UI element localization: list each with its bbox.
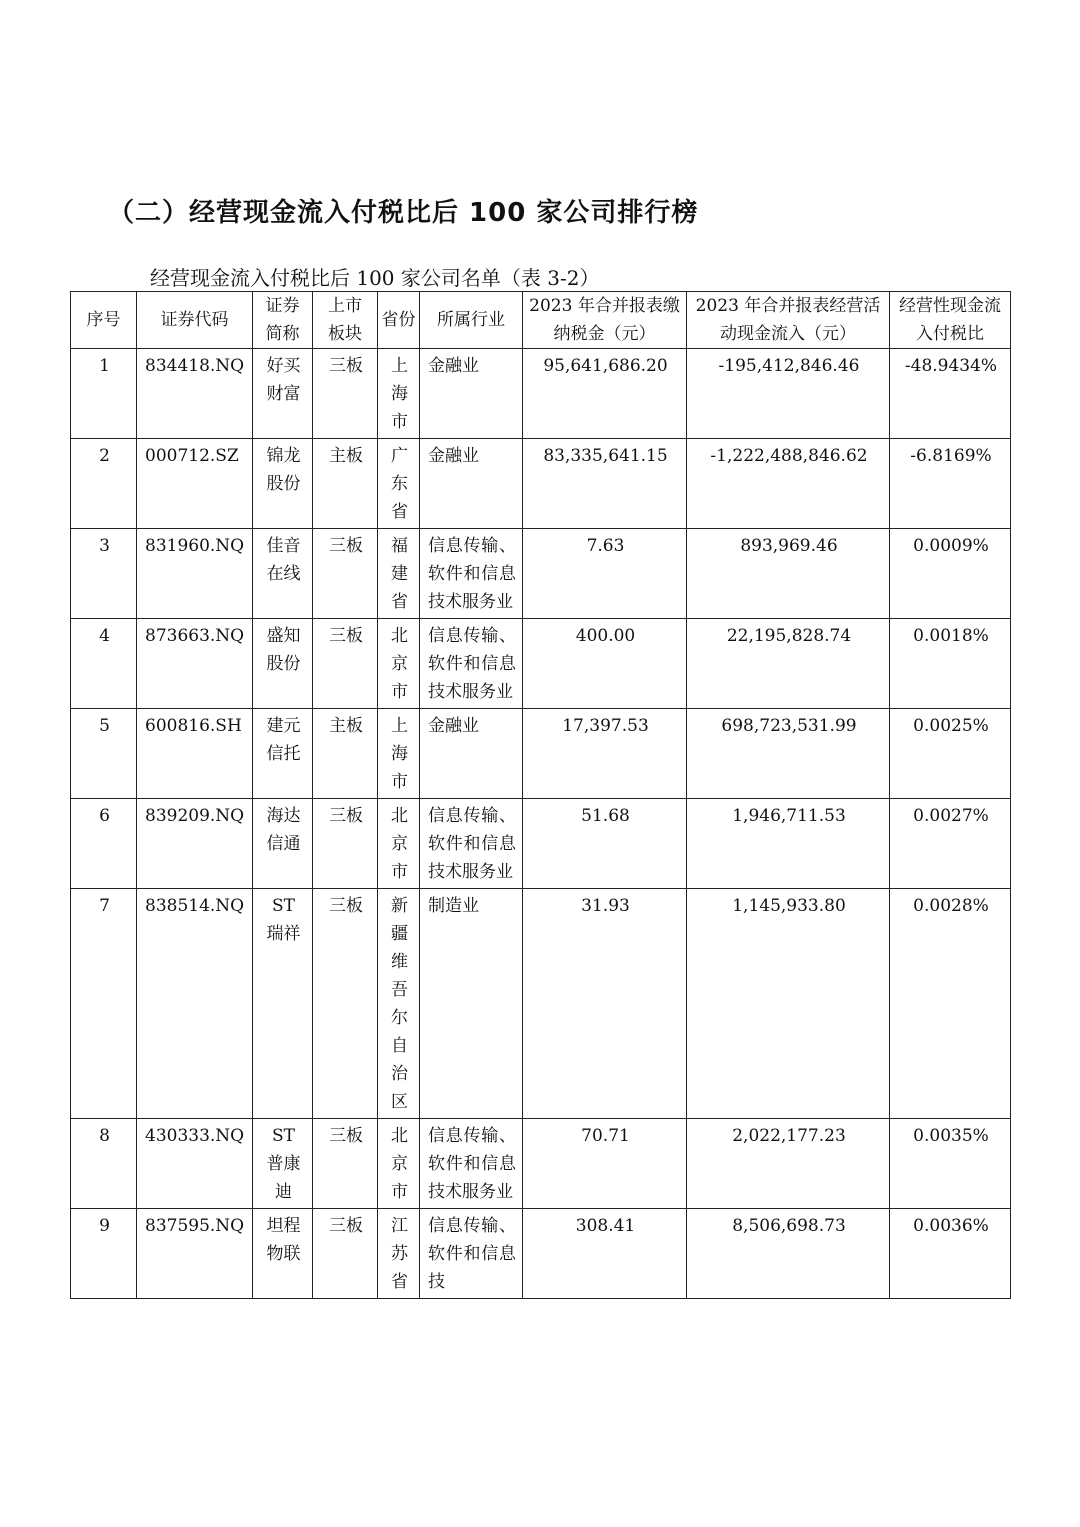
table-row xyxy=(71,529,1011,619)
header-industry: 所属行业 xyxy=(420,292,523,349)
cell-province-text: 福建省 xyxy=(391,536,408,612)
cell-inflow: -195,412,846.46 xyxy=(687,349,890,439)
table-row xyxy=(71,709,1011,799)
cell-name xyxy=(253,619,313,709)
cell-ratio: 0.0036% xyxy=(890,1209,1011,1299)
cell-seq: 6 xyxy=(71,799,137,889)
cell-province xyxy=(378,1209,420,1299)
cell-province xyxy=(378,709,420,799)
cell-inflow: -1,222,488,846.62 xyxy=(687,439,890,529)
cell-inflow: 698,723,531.99 xyxy=(687,709,890,799)
cell-seq: 5 xyxy=(71,709,137,799)
cell-province xyxy=(378,799,420,889)
cell-code: 837595.NQ xyxy=(137,1209,253,1299)
table-row xyxy=(71,439,1011,529)
cell-code: 000712.SZ xyxy=(137,439,253,529)
cell-industry-text: 信息传输、软件和信息技术服务业 xyxy=(428,536,516,612)
header-code: 证券代码 xyxy=(137,292,253,349)
cell-name-text: 佳音在线 xyxy=(266,536,301,584)
cell-name xyxy=(253,439,313,529)
cell-province-text: 上海市 xyxy=(391,716,408,792)
table-row xyxy=(71,349,1011,439)
cell-name-text: 盛知股份 xyxy=(266,626,301,674)
cell-name-text: 海达信通 xyxy=(266,806,301,854)
cell-tax: 95,641,686.20 xyxy=(523,349,687,439)
cell-code: 834418.NQ xyxy=(137,349,253,439)
cell-tax: 7.63 xyxy=(523,529,687,619)
cell-industry xyxy=(420,709,523,799)
table-row xyxy=(71,799,1011,889)
cell-code: 839209.NQ xyxy=(137,799,253,889)
cell-inflow: 2,022,177.23 xyxy=(687,1119,890,1209)
header-board: 上市板块 xyxy=(313,292,378,349)
cell-name-text: 建元信托 xyxy=(266,716,301,764)
cell-ratio: 0.0035% xyxy=(890,1119,1011,1209)
cell-province xyxy=(378,619,420,709)
header-tax: 2023 年合并报表缴纳税金（元） xyxy=(523,292,687,349)
cell-ratio: 0.0028% xyxy=(890,889,1011,1119)
cell-inflow: 1,946,711.53 xyxy=(687,799,890,889)
cell-industry-text: 信息传输、软件和信息技术服务业 xyxy=(428,1126,516,1202)
cell-industry-text: 制造业 xyxy=(428,896,479,916)
cell-code: 873663.NQ xyxy=(137,619,253,709)
table-header-row xyxy=(71,292,1011,349)
cell-tax: 17,397.53 xyxy=(523,709,687,799)
cell-code: 831960.NQ xyxy=(137,529,253,619)
cell-province-text: 新疆维吾尔自治区 xyxy=(391,896,408,1112)
cell-tax: 70.71 xyxy=(523,1119,687,1209)
ranking-table xyxy=(70,291,1011,1299)
cell-seq: 9 xyxy=(71,1209,137,1299)
cell-seq: 1 xyxy=(71,349,137,439)
cell-industry xyxy=(420,529,523,619)
cell-industry xyxy=(420,439,523,529)
table-caption: 经营现金流入付税比后 100 家公司名单（表 3-2） xyxy=(150,266,600,290)
cell-province-text: 上海市 xyxy=(391,356,408,432)
cell-industry xyxy=(420,619,523,709)
cell-inflow: 893,969.46 xyxy=(687,529,890,619)
cell-board: 三板 xyxy=(313,619,378,709)
cell-province xyxy=(378,1119,420,1209)
header-province: 省份 xyxy=(378,292,420,349)
cell-board: 三板 xyxy=(313,349,378,439)
cell-industry xyxy=(420,889,523,1119)
cell-board: 主板 xyxy=(313,439,378,529)
cell-code: 838514.NQ xyxy=(137,889,253,1119)
cell-tax: 308.41 xyxy=(523,1209,687,1299)
cell-seq: 2 xyxy=(71,439,137,529)
cell-industry xyxy=(420,1209,523,1299)
cell-board: 三板 xyxy=(313,1119,378,1209)
cell-industry-text: 信息传输、软件和信息技术服务业 xyxy=(428,626,516,702)
cell-industry xyxy=(420,349,523,439)
cell-name-text: ST瑞祥 xyxy=(266,896,301,944)
header-name: 证券简称 xyxy=(253,292,313,349)
cell-name-text: 坦程物联 xyxy=(266,1216,301,1264)
cell-seq: 3 xyxy=(71,529,137,619)
cell-tax: 31.93 xyxy=(523,889,687,1119)
table-row xyxy=(71,889,1011,1119)
cell-province-text: 北京市 xyxy=(391,626,408,702)
cell-ratio: 0.0025% xyxy=(890,709,1011,799)
cell-board: 主板 xyxy=(313,709,378,799)
cell-tax: 83,335,641.15 xyxy=(523,439,687,529)
table-row xyxy=(71,619,1011,709)
cell-ratio: 0.0009% xyxy=(890,529,1011,619)
cell-name-text: 锦龙股份 xyxy=(266,446,301,494)
cell-industry xyxy=(420,1119,523,1209)
cell-board: 三板 xyxy=(313,889,378,1119)
cell-industry-text: 金融业 xyxy=(428,446,479,466)
cell-province-text: 北京市 xyxy=(391,806,408,882)
cell-name xyxy=(253,1119,313,1209)
cell-province xyxy=(378,889,420,1119)
cell-name-text: ST普康迪 xyxy=(266,1126,301,1202)
cell-tax: 400.00 xyxy=(523,619,687,709)
cell-ratio: -6.8169% xyxy=(890,439,1011,529)
table-row xyxy=(71,1209,1011,1299)
cell-code: 600816.SH xyxy=(137,709,253,799)
cell-board: 三板 xyxy=(313,529,378,619)
cell-ratio: -48.9434% xyxy=(890,349,1011,439)
cell-code: 430333.NQ xyxy=(137,1119,253,1209)
section-heading: （二）经营现金流入付税比后 100 家公司排行榜 xyxy=(108,198,699,228)
cell-seq: 7 xyxy=(71,889,137,1119)
cell-province-text: 北京市 xyxy=(391,1126,408,1202)
table-body xyxy=(71,349,1011,1299)
table-row xyxy=(71,1119,1011,1209)
cell-tax: 51.68 xyxy=(523,799,687,889)
cell-seq: 8 xyxy=(71,1119,137,1209)
cell-industry-text: 信息传输、软件和信息技 xyxy=(428,1216,516,1292)
cell-ratio: 0.0018% xyxy=(890,619,1011,709)
header-ratio: 经营性现金流入付税比 xyxy=(890,292,1011,349)
cell-province xyxy=(378,349,420,439)
cell-industry-text: 信息传输、软件和信息技术服务业 xyxy=(428,806,516,882)
cell-province xyxy=(378,439,420,529)
cell-industry-text: 金融业 xyxy=(428,356,479,376)
cell-industry-text: 金融业 xyxy=(428,716,479,736)
cell-name xyxy=(253,529,313,619)
cell-inflow: 8,506,698.73 xyxy=(687,1209,890,1299)
cell-board: 三板 xyxy=(313,799,378,889)
cell-board: 三板 xyxy=(313,1209,378,1299)
cell-name xyxy=(253,889,313,1119)
cell-industry xyxy=(420,799,523,889)
cell-province-text: 江苏省 xyxy=(391,1216,408,1292)
cell-name-text: 好买财富 xyxy=(266,356,301,404)
cell-province-text: 广东省 xyxy=(391,446,408,522)
cell-name xyxy=(253,1209,313,1299)
cell-name xyxy=(253,799,313,889)
header-inflow: 2023 年合并报表经营活动现金流入（元） xyxy=(687,292,890,349)
cell-ratio: 0.0027% xyxy=(890,799,1011,889)
cell-name xyxy=(253,709,313,799)
cell-inflow: 22,195,828.74 xyxy=(687,619,890,709)
cell-inflow: 1,145,933.80 xyxy=(687,889,890,1119)
cell-province xyxy=(378,529,420,619)
header-seq: 序号 xyxy=(71,292,137,349)
cell-name xyxy=(253,349,313,439)
cell-seq: 4 xyxy=(71,619,137,709)
